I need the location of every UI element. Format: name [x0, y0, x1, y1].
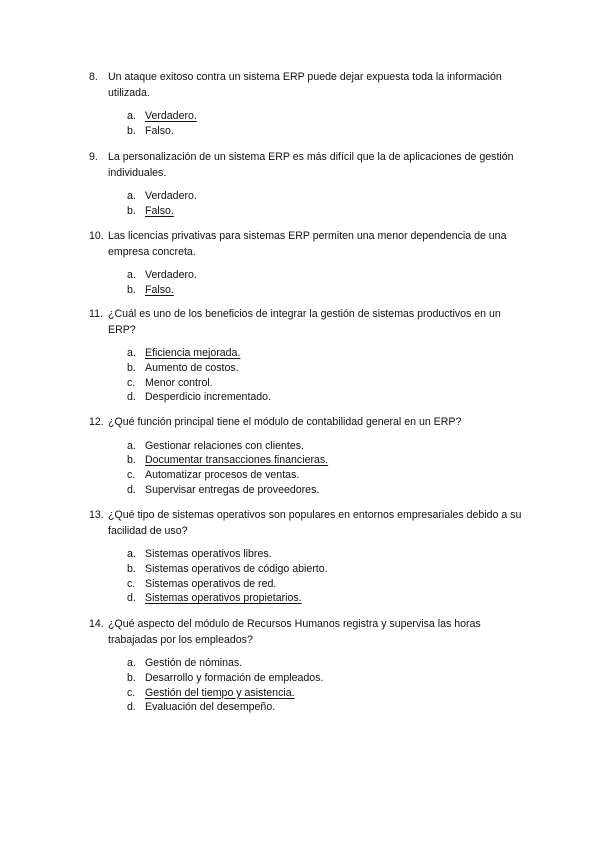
option-letter: b.	[127, 361, 136, 374]
option-letter: c.	[127, 469, 136, 482]
option-text: Gestión de nóminas.	[145, 657, 243, 669]
option-letter: c.	[127, 376, 136, 389]
question-text: Un ataque exitoso contra un sistema ERP puede dejar expuesta toda la información utilizada.	[108, 71, 502, 99]
option-letter: b.	[127, 204, 136, 217]
option-letter: c.	[127, 577, 136, 590]
option-text-correct: Gestión del tiempo y asistencia.	[145, 686, 295, 699]
option-text: Gestionar relaciones con clientes.	[145, 439, 304, 452]
question-number: 13.	[89, 509, 104, 521]
options-list	[0, 268, 600, 298]
option-letter: d.	[127, 483, 136, 496]
option-a	[0, 109, 600, 124]
option-c	[0, 376, 600, 391]
option-text-correct: Falso.	[145, 204, 174, 217]
option-text: Sistemas operativos de código abierto.	[145, 562, 328, 575]
option-letter: a.	[127, 657, 136, 669]
question-10	[0, 229, 600, 298]
option-text: Sistemas operativos de red.	[145, 577, 277, 590]
option-c	[0, 686, 600, 701]
option-b	[0, 283, 600, 298]
question-row	[0, 229, 600, 260]
question-row	[0, 307, 600, 338]
option-text: Verdadero.	[145, 269, 197, 281]
option-text-correct: Documentar transacciones financieras.	[145, 454, 329, 467]
question-text: La personalización de un sistema ERP es más difícil que la de aplicaciones de gestión individuales.	[108, 151, 514, 179]
question-8	[0, 70, 600, 139]
option-letter: b.	[127, 671, 136, 684]
option-letter: a.	[127, 439, 136, 452]
option-letter: a.	[127, 347, 136, 359]
question-text: ¿Qué tipo de sistemas operativos son populares en entornos empresariales debido a su facilidad de uso?	[108, 509, 522, 537]
option-text: Aumento de costos.	[145, 361, 239, 374]
question-number: 11.	[89, 308, 103, 320]
option-letter: b.	[127, 454, 136, 467]
option-letter: a.	[127, 190, 136, 202]
question-11	[0, 307, 600, 405]
option-d	[0, 483, 600, 498]
option-text: Sistemas operativos libres.	[145, 548, 272, 560]
question-text: ¿Qué aspecto del módulo de Recursos Humanos registra y supervisa las horas trabajadas por los empleados?	[108, 618, 481, 646]
option-text: Menor control.	[145, 376, 213, 389]
option-a	[0, 547, 600, 562]
option-b	[0, 124, 600, 139]
option-letter: a.	[127, 110, 136, 122]
option-b	[0, 562, 600, 577]
options-list	[0, 656, 600, 715]
question-row	[0, 415, 600, 431]
question-number: 9.	[89, 151, 98, 163]
question-number: 10.	[89, 230, 104, 242]
question-text: Las licencias privativas para sistemas ERP permiten una menor dependencia de una empresa concreta.	[108, 230, 507, 258]
option-text-correct: Falso.	[145, 283, 174, 296]
option-letter: c.	[127, 686, 136, 699]
option-text: Desarrollo y formación de empleados.	[145, 671, 324, 684]
option-text: Desperdicio incrementado.	[145, 391, 272, 404]
option-d	[0, 700, 600, 715]
question-number: 14.	[89, 618, 104, 630]
option-b	[0, 671, 600, 686]
option-a	[0, 189, 600, 204]
option-b	[0, 361, 600, 376]
option-letter: d.	[127, 592, 136, 605]
option-a	[0, 268, 600, 283]
question-row	[0, 70, 600, 101]
option-text-correct: Verdadero.	[145, 110, 197, 122]
option-text: Evaluación del desempeño.	[145, 701, 276, 714]
option-letter: a.	[127, 269, 136, 281]
option-letter: b.	[127, 562, 136, 575]
question-text: ¿Qué función principal tiene el módulo de contabilidad general en un ERP?	[108, 416, 462, 428]
question-9	[0, 150, 600, 219]
option-a	[0, 656, 600, 671]
option-letter: b.	[127, 283, 136, 296]
question-row	[0, 617, 600, 648]
option-text: Verdadero.	[145, 190, 197, 202]
options-list	[0, 189, 600, 219]
option-a	[0, 346, 600, 361]
option-text-correct: Sistemas operativos propietarios.	[145, 592, 302, 605]
option-text-correct: Eficiencia mejorada.	[145, 347, 241, 359]
question-row	[0, 508, 600, 539]
question-12	[0, 415, 600, 498]
option-text: Supervisar entregas de proveedores.	[145, 483, 320, 496]
option-d	[0, 390, 600, 405]
options-list	[0, 109, 600, 139]
option-letter: d.	[127, 391, 136, 404]
options-list	[0, 439, 600, 498]
question-14	[0, 617, 600, 715]
option-letter: b.	[127, 124, 136, 137]
question-number: 12.	[89, 416, 104, 428]
option-c	[0, 577, 600, 592]
option-a	[0, 439, 600, 454]
question-number: 8.	[89, 71, 98, 83]
option-text: Falso.	[145, 124, 174, 137]
option-d	[0, 591, 600, 606]
option-c	[0, 468, 600, 483]
options-list	[0, 547, 600, 606]
option-letter: a.	[127, 548, 136, 560]
option-text: Automatizar procesos de ventas.	[145, 469, 300, 482]
option-letter: d.	[127, 701, 136, 714]
question-text: ¿Cuál es uno de los beneficios de integrar la gestión de sistemas productivos en un ERP?	[108, 308, 501, 336]
option-b	[0, 453, 600, 468]
option-b	[0, 204, 600, 219]
question-13	[0, 508, 600, 606]
question-row	[0, 150, 600, 181]
options-list	[0, 346, 600, 405]
